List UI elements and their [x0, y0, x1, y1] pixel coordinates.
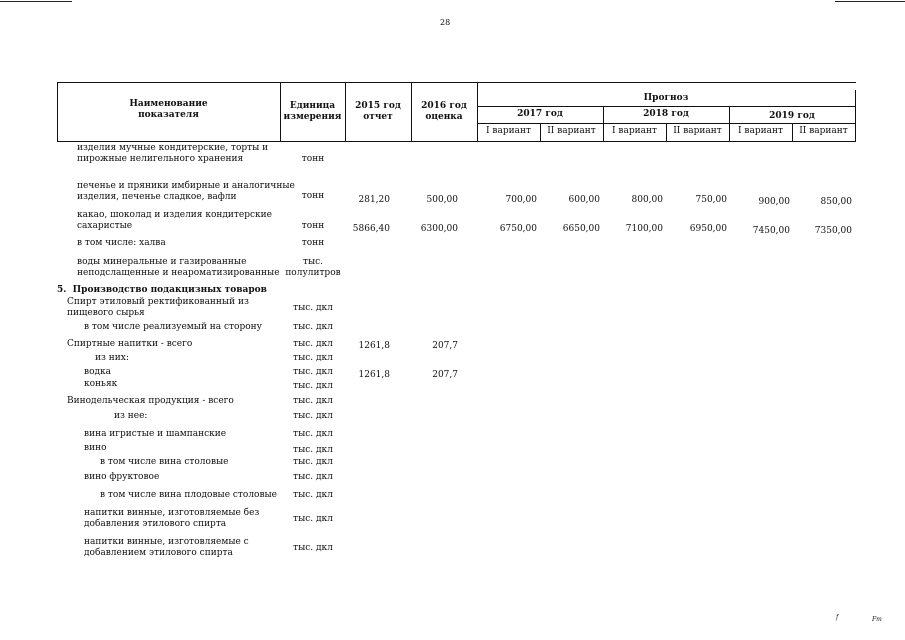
row-name: какао, шоколад и изделия кондитерские сахаристые — [77, 210, 272, 231]
row-name: напитки винные, изготовляемые без добавления этилового спирта — [84, 508, 260, 529]
row-unit: тонн — [301, 238, 325, 248]
row-name: из них: — [95, 353, 129, 363]
row-value: 700,00 — [505, 195, 537, 205]
row-name: печенье и пряники имбирные и аналогичные изделия, печенье сладкое, вафли — [77, 181, 295, 202]
corner-mark: Fm — [872, 616, 882, 623]
page-number: 28 — [440, 18, 451, 27]
header-2019: 2019 год — [769, 111, 815, 121]
row-value: 6950,00 — [689, 224, 727, 234]
row-name: в том числе: халва — [77, 238, 166, 248]
row-value: 207,7 — [432, 370, 458, 380]
header-name: Наименование показателя — [129, 99, 208, 120]
header-variant: II вариант — [673, 126, 722, 136]
row-name: из нее: — [114, 411, 148, 421]
row-value: 7350,00 — [814, 226, 852, 236]
row-value: 6750,00 — [499, 224, 537, 234]
row-unit: тыс. полулитров — [285, 257, 341, 278]
row-name: в том числе реализуемый на сторону — [84, 322, 262, 332]
row-unit: тыс. дкл — [293, 381, 333, 391]
header-variant: II вариант — [799, 126, 848, 136]
row-name: Спиртные напитки - всего — [67, 339, 193, 349]
row-unit: тыс. дкл — [293, 322, 333, 332]
row-name: в том числе вина плодовые столовые — [100, 490, 278, 500]
scan-edge-line — [835, 1, 905, 2]
row-value: 750,00 — [695, 195, 727, 205]
row-value: 7100,00 — [625, 224, 663, 234]
row-unit: тонн — [301, 191, 325, 201]
row-name: вино — [84, 443, 107, 453]
row-name: вино фруктовое — [84, 472, 160, 482]
scan-edge-line — [0, 1, 72, 2]
row-unit: тонн — [301, 221, 325, 231]
row-name: изделия мучные кондитерские, торты и пирожные нелигельного хранения — [77, 143, 269, 164]
row-value: 207,7 — [432, 341, 458, 351]
row-value: 281,20 — [358, 195, 390, 205]
row-unit: тыс. дкл — [293, 411, 333, 421]
row-value: 1261,8 — [358, 341, 390, 351]
row-unit: тыс. дкл — [293, 472, 333, 482]
header-forecast: Прогноз — [643, 93, 689, 103]
row-unit: тыс. дкл — [293, 303, 333, 313]
header-unit: Единица измерения — [283, 101, 342, 122]
corner-mark: f — [836, 614, 839, 621]
header-variant: II вариант — [547, 126, 596, 136]
row-name: вина игристые и шампанские — [84, 429, 227, 439]
row-name: напитки винные, изготовляемые с добавлением этилового спирта — [84, 537, 249, 558]
row-unit: тыс. дкл — [293, 457, 333, 467]
row-name: Винодельческая продукция - всего — [67, 396, 234, 406]
header-variant: I вариант — [612, 126, 657, 136]
row-name: Спирт этиловый ректификованный из пищевого сырья — [67, 297, 249, 318]
row-value: 600,00 — [568, 195, 600, 205]
header-2018: 2018 год — [643, 109, 689, 119]
row-unit: тыс. дкл — [293, 339, 333, 349]
row-unit: тыс. дкл — [293, 367, 333, 377]
row-unit: тыс. дкл — [293, 514, 333, 524]
row-value: 800,00 — [631, 195, 663, 205]
row-value: 5866,40 — [352, 224, 390, 234]
row-value: 850,00 — [820, 197, 852, 207]
header-2016: 2016 год оценка — [421, 101, 467, 122]
row-unit: тыс. дкл — [293, 445, 333, 455]
row-value: 900,00 — [758, 197, 790, 207]
row-unit: тыс. дкл — [293, 396, 333, 406]
header-variant: I вариант — [738, 126, 783, 136]
row-value: 6650,00 — [562, 224, 600, 234]
row-unit: тыс. дкл — [293, 353, 333, 363]
row-unit: тыс. дкл — [293, 429, 333, 439]
row-value: 6300,00 — [420, 224, 458, 234]
row-name: водка — [84, 367, 112, 377]
row-name: в том числе вина столовые — [100, 457, 229, 467]
header-variant: I вариант — [486, 126, 531, 136]
row-name: 5. Производство подакцизных товаров — [57, 285, 267, 295]
row-value: 500,00 — [426, 195, 458, 205]
row-name: коньяк — [84, 379, 118, 389]
row-unit: тыс. дкл — [293, 543, 333, 553]
header-2017: 2017 год — [517, 109, 563, 119]
row-value: 7450,00 — [752, 226, 790, 236]
row-unit: тонн — [301, 154, 325, 164]
header-2015: 2015 год отчет — [355, 101, 401, 122]
row-value: 1261,8 — [358, 370, 390, 380]
row-name: воды минеральные и газированные неподслащенные и неароматизированные — [77, 257, 280, 278]
row-unit: тыс. дкл — [293, 490, 333, 500]
